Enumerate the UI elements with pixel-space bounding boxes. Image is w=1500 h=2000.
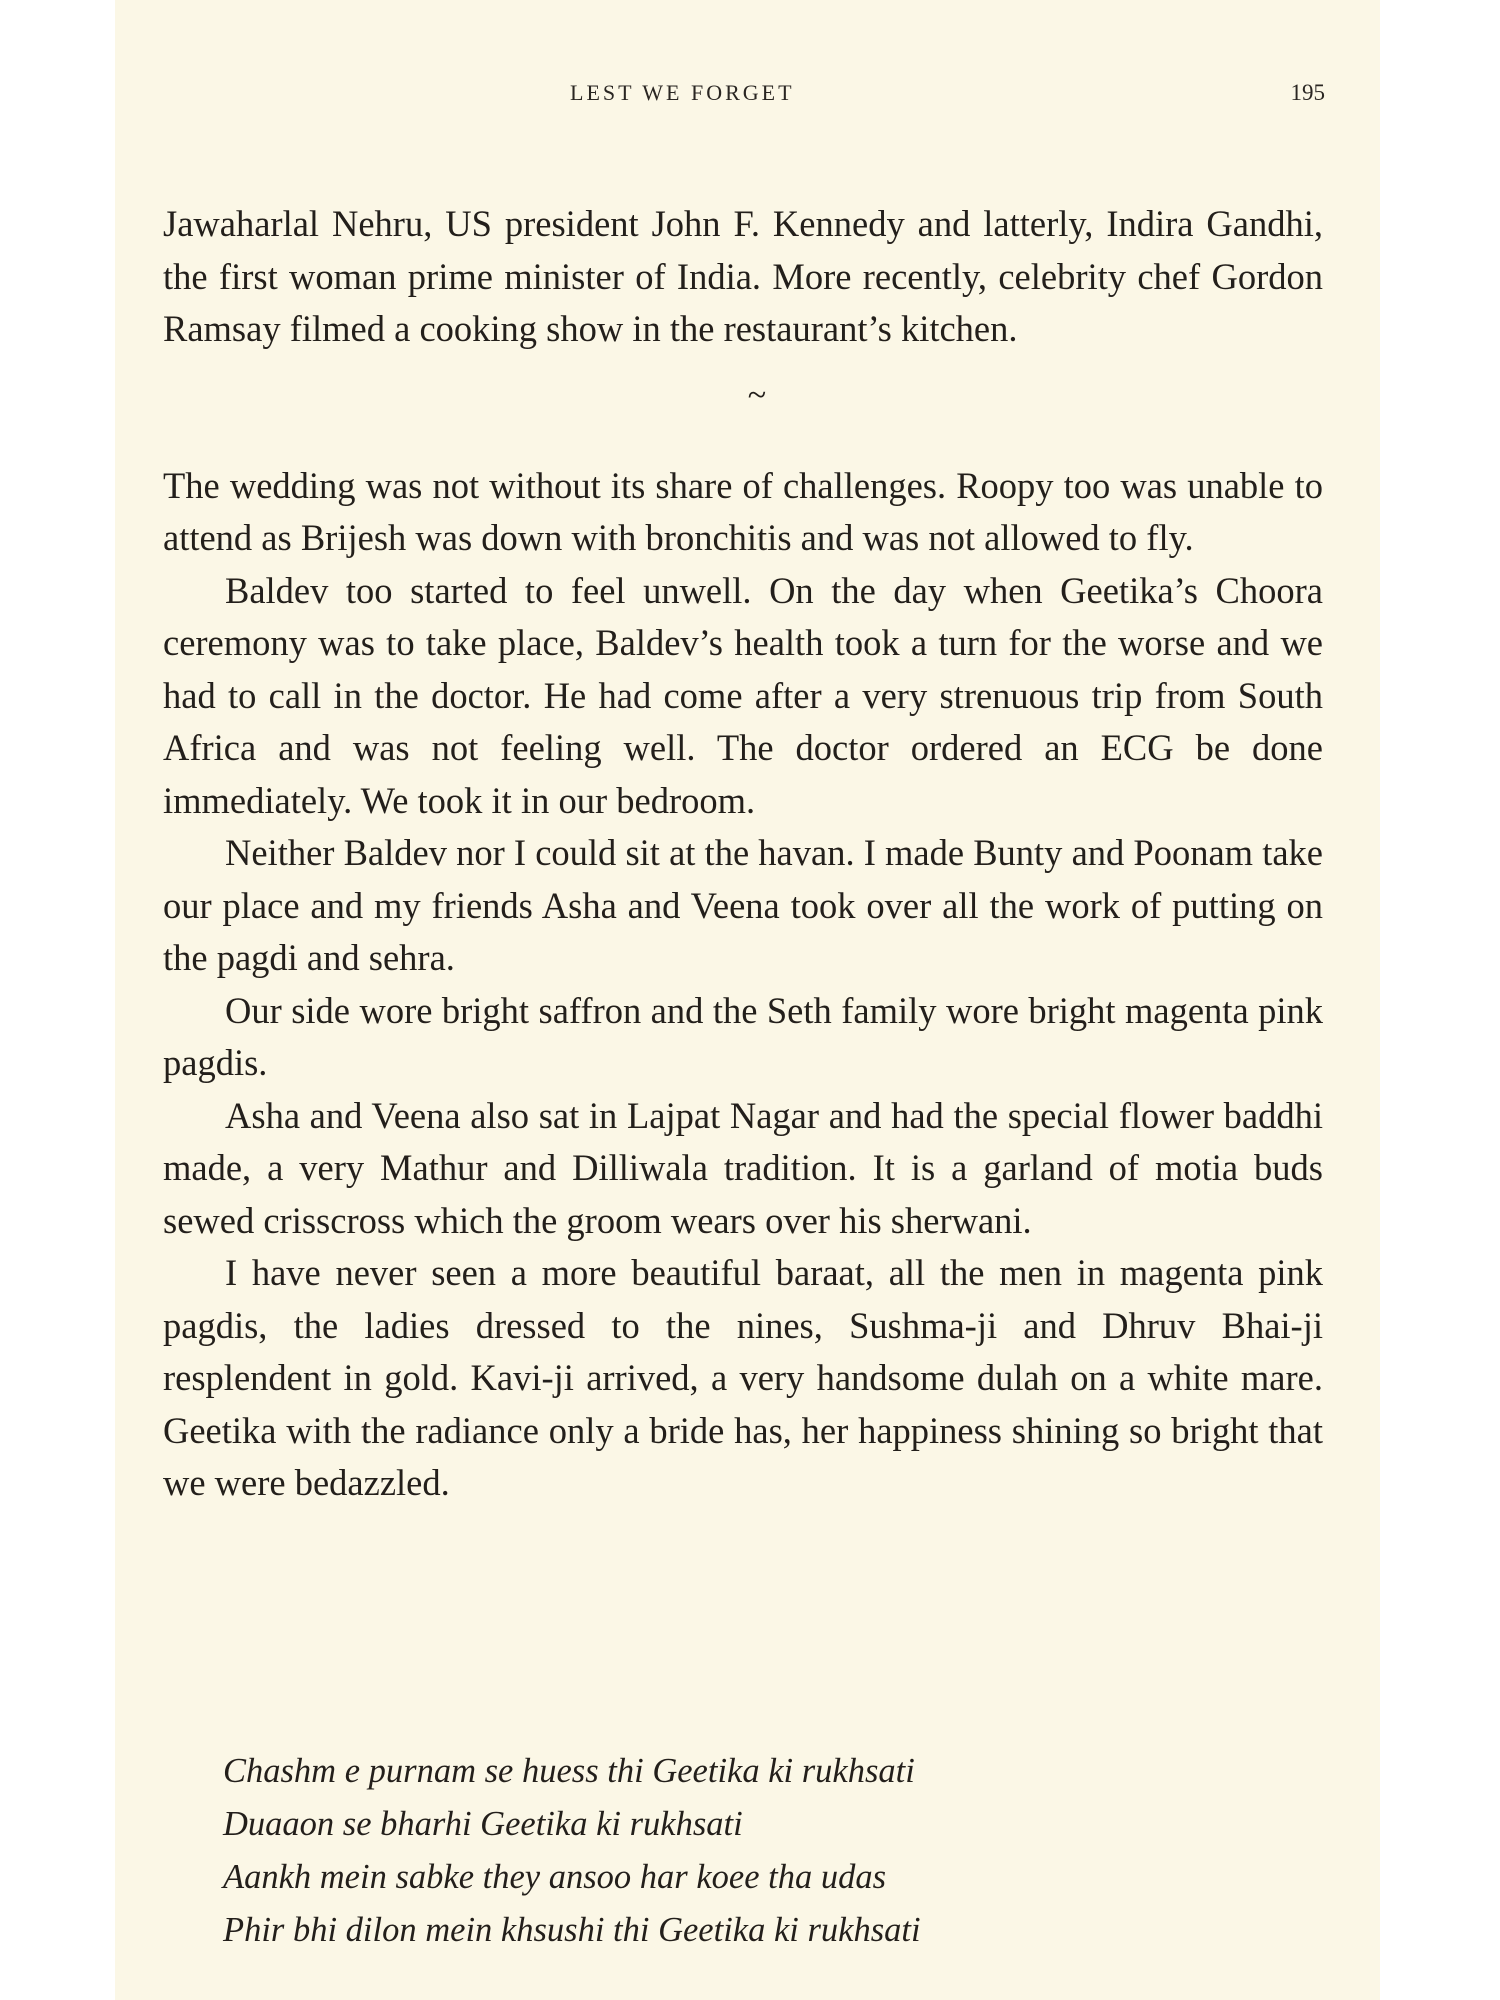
body-text <box>163 198 1323 1510</box>
paragraph: I have never seen a more beautiful baraat, all the men in magenta pink pagdis, the ladies dressed to the nines, Sushma-ji and Dhruv Bhai-ji resplendent in gold. Kavi-ji arrived, a very handsome dulah on a white mare. Geetika with the radiance only a bride has, her happiness shining so bright that we were bedazzled. <box>163 1252 1323 1503</box>
verse-line: Chashm e purnam se huess thi Geetika ki rukhsati <box>223 1752 915 1790</box>
paragraph: Asha and Veena also sat in Lajpat Nagar and had the special flower baddhi made, a very Mathur and Dilliwala tradition. It is a garland of motia buds sewed crisscross which the groom wears over his sherwani. <box>163 1094 1323 1241</box>
paragraph: Neither Baldev nor I could sit at the havan. I made Bunty and Poonam take our place and my friends Asha and Veena took over all the work of putting on the pagdi and sehra. <box>163 832 1323 978</box>
page-header <box>115 80 1380 110</box>
page-number: 195 <box>1290 80 1325 105</box>
running-head: LEST WE FORGET <box>570 80 795 105</box>
section-separator <box>163 356 1323 460</box>
verse-block <box>223 1745 921 1957</box>
book-page <box>115 0 1380 2000</box>
paragraph-continued: Jawaharlal Nehru, US president John F. Kennedy and latterly, Indira Gandhi, the first woman prime minister of India. More recently, celebrity chef Gordon Ramsay filmed a cooking show in the restaurant’s kitchen. <box>163 203 1323 349</box>
paragraph: Our side wore bright saffron and the Seth family wore bright magenta pink pagdis. <box>163 989 1323 1083</box>
paragraph: Baldev too started to feel unwell. On the day when Geetika’s Choora ceremony was to take place, Baldev’s health took a turn for the worse and we had to call in the doctor. He had come after a very strenuous trip from South Africa and was not feeling well. The doctor ordered an ECG be done immediately. We took it in our bedroom. <box>163 569 1323 821</box>
verse-line: Phir bhi dilon mein khsushi thi Geetika ki rukhsati <box>223 1911 921 1949</box>
verse-line: Duaaon se bharhi Geetika ki rukhsati <box>223 1805 743 1843</box>
verse-line: Aankh mein sabke they ansoo har koee tha udas <box>223 1858 887 1896</box>
paragraph: The wedding was not without its share of challenges. Roopy too was unable to attend as Brijesh was down with bronchitis and was not allowed to fly. <box>163 464 1323 558</box>
tilde-ornament: ~ <box>747 376 767 414</box>
